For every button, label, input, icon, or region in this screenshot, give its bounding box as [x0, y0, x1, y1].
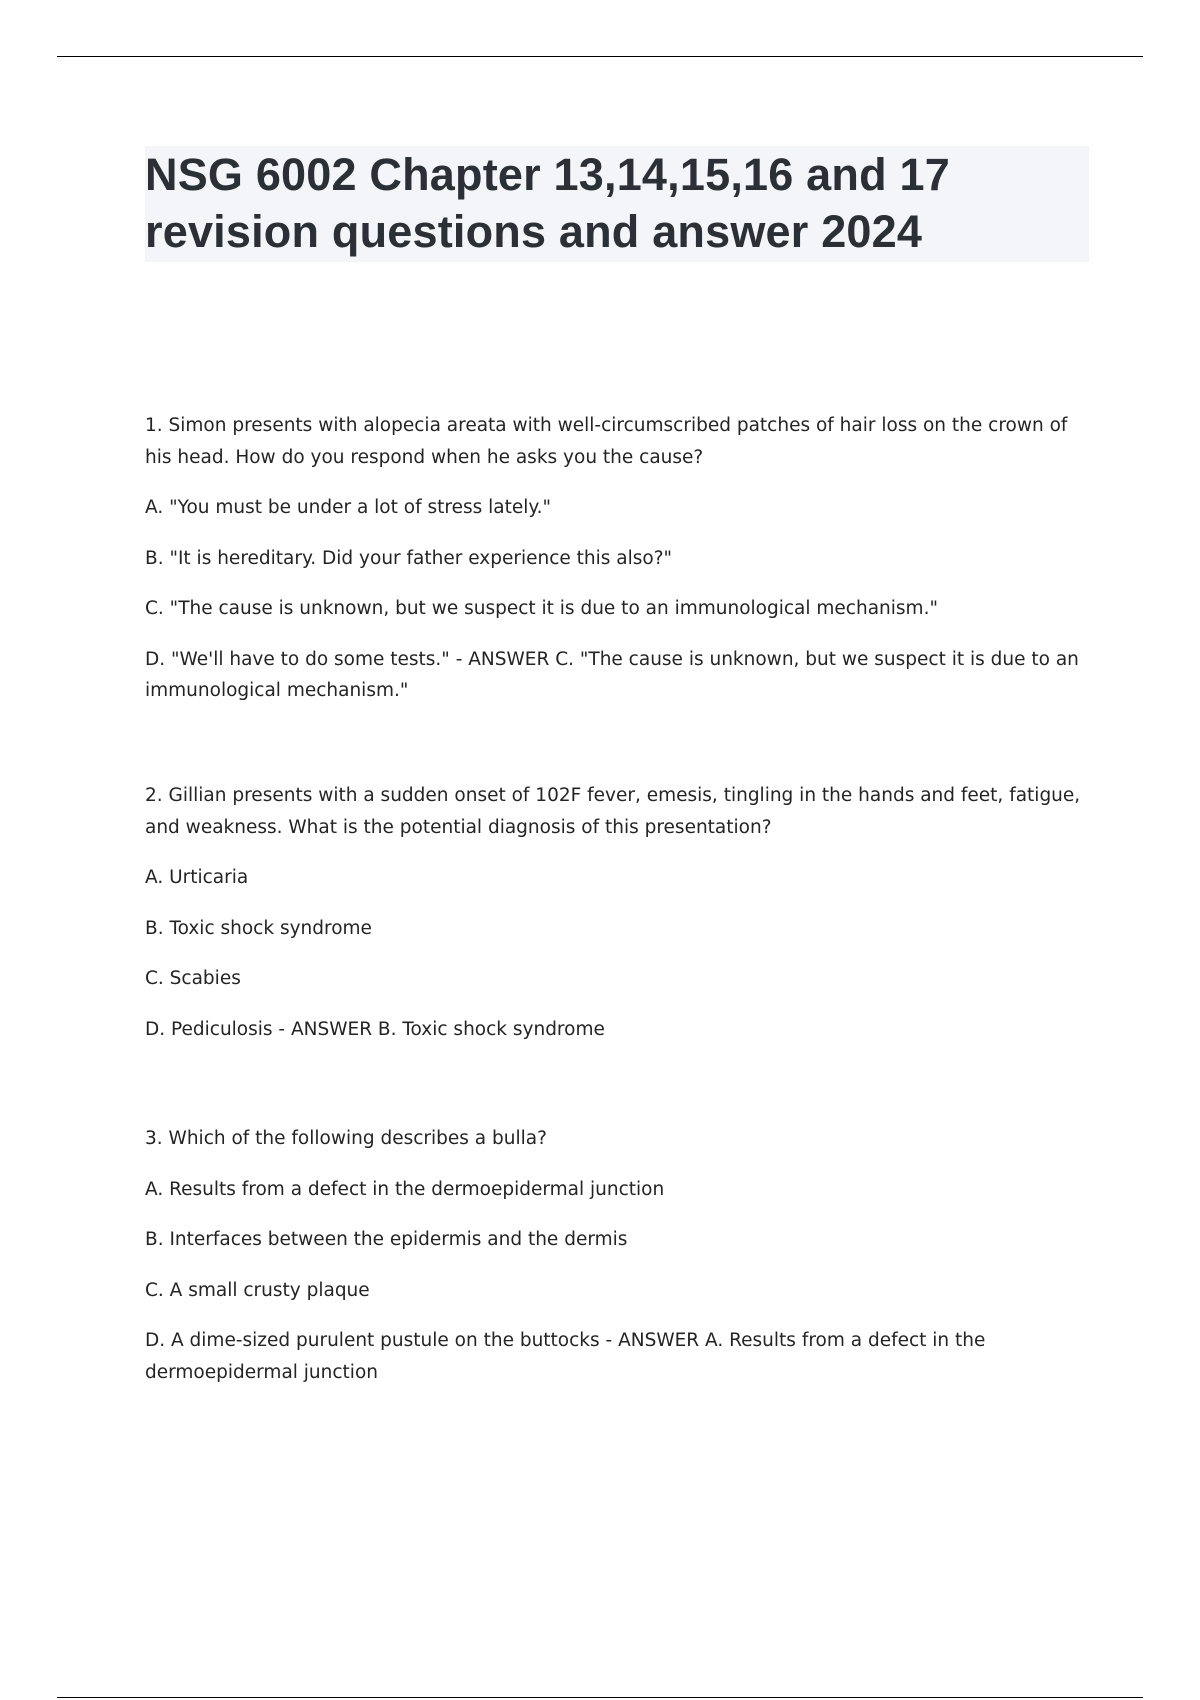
answer-option-d: D. Pediculosis - ANSWER B. Toxic shock syndrome — [145, 1018, 605, 1040]
title-block — [145, 146, 1089, 262]
question-1 — [145, 410, 1085, 707]
answer-option-b: B. Interfaces between the epidermis and the dermis — [145, 1229, 628, 1250]
top-divider — [57, 56, 1143, 57]
document-title: NSG 6002 Chapter 13,14,15,16 and 17 revision questions and answer 2024 — [145, 149, 950, 257]
question-stem: 2. Gillian presents with a sudden onset of 102F fever, emesis, tingling in the hands and feet, fatigue, and weakness. What is the potential diagnosis of this presentation? — [145, 785, 1081, 838]
answer-option-d: D. "We'll have to do some tests." - ANSWER C. "The cause is unknown, but we suspect it is due to an immunological mechanism." — [145, 648, 1079, 701]
answer-option-b: B. Toxic shock syndrome — [145, 917, 372, 939]
answer-option-a: A. Results from a defect in the dermoepidermal junction — [145, 1178, 665, 1200]
question-stem: 1. Simon presents with alopecia areata with well-circumscribed patches of hair loss on the crown of his head. How do you respond when he asks you the cause? — [145, 415, 1068, 468]
question-3 — [145, 1123, 1085, 1388]
answer-option-c: C. "The cause is unknown, but we suspect it is due to an immunological mechanism." — [145, 598, 938, 619]
answer-option-b: B. "It is hereditary. Did your father experience this also?" — [145, 547, 673, 569]
question-stem: 3. Which of the following describes a bulla? — [145, 1128, 547, 1149]
answer-option-c: C. Scabies — [145, 968, 241, 989]
bottom-divider — [57, 1697, 1143, 1698]
question-2 — [145, 780, 1085, 1045]
answer-option-a: A. Urticaria — [145, 867, 249, 888]
answer-option-d: D. A dime-sized purulent pustule on the buttocks - ANSWER A. Results from a defect in the dermoepidermal junction — [145, 1330, 986, 1383]
answer-option-a: A. "You must be under a lot of stress lately." — [145, 497, 552, 518]
answer-option-c: C. A small crusty plaque — [145, 1279, 370, 1301]
